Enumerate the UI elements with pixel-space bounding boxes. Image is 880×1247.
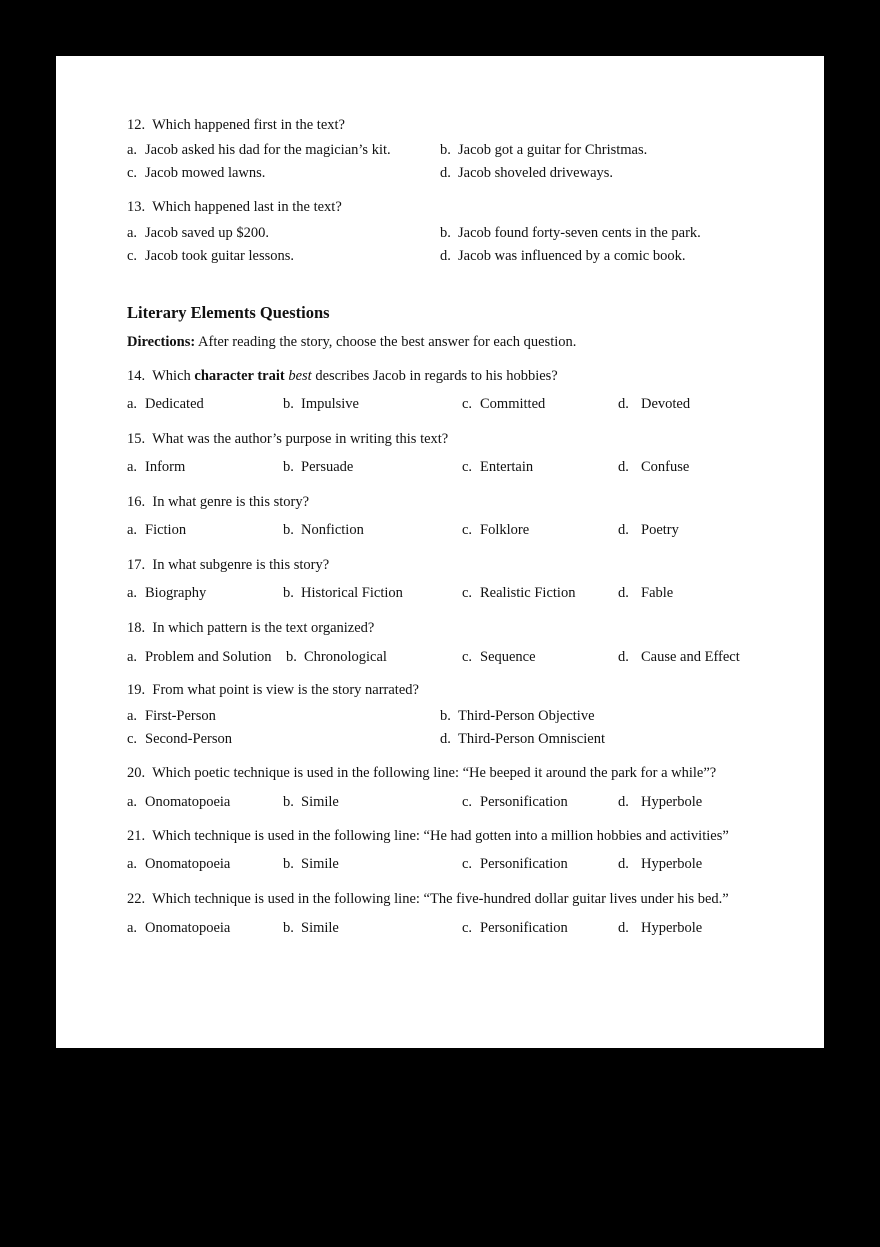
question-text: describes Jacob in regards to his hobbies? xyxy=(311,368,558,384)
option-d[interactable] xyxy=(618,648,740,666)
option-text: Nonfiction xyxy=(301,522,364,538)
question-prompt xyxy=(127,764,716,782)
question-prompt xyxy=(127,827,729,845)
option-letter: a. xyxy=(127,856,138,872)
option-a[interactable] xyxy=(127,395,204,413)
option-text: Problem and Solution xyxy=(145,649,272,665)
option-text: Hyperbole xyxy=(641,856,703,872)
question-number: 21. xyxy=(127,828,146,844)
directions-label: Directions: xyxy=(127,334,196,350)
question-text: What was the author’s purpose in writing this text? xyxy=(152,431,449,447)
option-letter: a. xyxy=(127,225,138,241)
question-text: In which pattern is the text organized? xyxy=(152,620,375,636)
option-letter: d. xyxy=(618,459,629,475)
option-text: Jacob got a guitar for Christmas. xyxy=(458,142,648,158)
option-letter: b. xyxy=(286,649,297,665)
option-d[interactable] xyxy=(618,919,702,937)
question-number: 13. xyxy=(127,199,146,215)
option-text: Fiction xyxy=(145,522,187,538)
option-letter: d. xyxy=(618,794,629,810)
option-letter: c. xyxy=(462,649,473,665)
question-prompt xyxy=(127,198,342,216)
option-letter: a. xyxy=(127,649,138,665)
option-b[interactable] xyxy=(440,224,701,242)
option-c[interactable] xyxy=(127,164,265,182)
option-d[interactable] xyxy=(440,730,605,748)
option-a[interactable] xyxy=(127,855,230,873)
option-text: Simile xyxy=(301,920,339,936)
option-b[interactable] xyxy=(440,141,647,159)
option-text: Hyperbole xyxy=(641,920,703,936)
question-prompt xyxy=(127,367,558,385)
option-b[interactable] xyxy=(440,707,595,725)
option-text: Third-Person Objective xyxy=(458,708,595,724)
option-letter: d. xyxy=(618,396,629,412)
option-letter: a. xyxy=(127,585,138,601)
question-text: Which happened last in the text? xyxy=(152,199,342,215)
option-letter: c. xyxy=(462,794,473,810)
option-c[interactable] xyxy=(462,919,568,937)
option-letter: d. xyxy=(440,248,451,264)
option-letter: b. xyxy=(283,920,294,936)
question-number: 18. xyxy=(127,620,146,636)
option-letter: a. xyxy=(127,708,138,724)
option-d[interactable] xyxy=(618,855,702,873)
option-c[interactable] xyxy=(462,648,536,666)
option-text: Simile xyxy=(301,856,339,872)
option-text: Sequence xyxy=(480,649,536,665)
option-a[interactable] xyxy=(127,224,269,242)
option-d[interactable] xyxy=(618,584,673,602)
option-b[interactable] xyxy=(283,458,353,476)
option-letter: d. xyxy=(440,731,451,747)
option-letter: b. xyxy=(283,585,294,601)
option-text: Jacob found forty-seven cents in the park. xyxy=(458,225,701,241)
option-letter: d. xyxy=(618,522,629,538)
option-letter: c. xyxy=(127,248,138,264)
option-text: Folklore xyxy=(480,522,530,538)
question-number: 20. xyxy=(127,765,146,781)
option-letter: c. xyxy=(462,522,473,538)
option-a[interactable] xyxy=(127,648,271,666)
option-d[interactable] xyxy=(618,395,690,413)
option-letter: c. xyxy=(462,396,473,412)
section-heading: Literary Elements Questions xyxy=(127,303,330,322)
option-letter: a. xyxy=(127,142,138,158)
option-text: Third-Person Omniscient xyxy=(458,731,605,747)
option-text: Fable xyxy=(641,585,674,601)
option-c[interactable] xyxy=(462,458,533,476)
option-text: Entertain xyxy=(480,459,534,475)
question-number: 14. xyxy=(127,368,146,384)
option-text: Simile xyxy=(301,794,339,810)
option-letter: c. xyxy=(462,920,473,936)
option-c[interactable] xyxy=(127,247,294,265)
option-text: Dedicated xyxy=(145,396,204,412)
question-prompt xyxy=(127,890,729,908)
option-c[interactable] xyxy=(462,395,545,413)
option-letter: d. xyxy=(440,165,451,181)
option-letter: a. xyxy=(127,396,138,412)
question-number: 16. xyxy=(127,494,146,510)
option-letter: d. xyxy=(618,856,629,872)
option-letter: b. xyxy=(283,794,294,810)
question-number: 17. xyxy=(127,557,146,573)
option-c[interactable] xyxy=(462,855,568,873)
option-b[interactable] xyxy=(283,793,339,811)
question-prompt xyxy=(127,493,309,511)
option-text: Committed xyxy=(480,396,546,412)
option-letter: b. xyxy=(283,459,294,475)
option-c[interactable] xyxy=(127,730,232,748)
option-a[interactable] xyxy=(127,919,230,937)
option-text: Inform xyxy=(145,459,186,475)
option-text: Jacob shoveled driveways. xyxy=(458,165,614,181)
option-a[interactable] xyxy=(127,793,230,811)
option-text: Jacob was influenced by a comic book. xyxy=(458,248,686,264)
option-d[interactable] xyxy=(618,793,702,811)
question-text: In what genre is this story? xyxy=(152,494,310,510)
option-a[interactable] xyxy=(127,707,216,725)
question-prompt xyxy=(127,681,419,699)
option-a[interactable] xyxy=(127,584,206,602)
question-text: Which poetic technique is used in the following line: “He beeped it around the park for a while”? xyxy=(152,765,717,781)
option-letter: d. xyxy=(618,920,629,936)
question-prompt xyxy=(127,556,329,574)
option-b[interactable] xyxy=(283,521,364,539)
option-text: Personification xyxy=(480,920,568,936)
option-c[interactable] xyxy=(462,584,575,602)
question-prompt xyxy=(127,619,374,637)
option-text: First-Person xyxy=(145,708,216,724)
option-text: Historical Fiction xyxy=(301,585,403,601)
option-letter: b. xyxy=(283,396,294,412)
option-b[interactable] xyxy=(283,855,339,873)
option-letter: a. xyxy=(127,522,138,538)
option-c[interactable] xyxy=(462,793,568,811)
question-text-italic: best xyxy=(288,368,312,384)
option-text: Hyperbole xyxy=(641,794,703,810)
question-prompt xyxy=(127,430,448,448)
option-d[interactable] xyxy=(618,521,679,539)
question-number: 19. xyxy=(127,682,146,698)
option-text: Personification xyxy=(480,794,568,810)
option-c[interactable] xyxy=(462,521,529,539)
option-letter: c. xyxy=(462,585,473,601)
worksheet-page xyxy=(56,56,824,1048)
question-number: 22. xyxy=(127,891,146,907)
option-text: Jacob saved up $200. xyxy=(145,225,270,241)
directions xyxy=(127,333,576,351)
question-prompt xyxy=(127,116,345,134)
option-letter: c. xyxy=(127,731,138,747)
option-letter: b. xyxy=(440,225,451,241)
option-text: Persuade xyxy=(301,459,354,475)
option-letter: b. xyxy=(440,708,451,724)
option-b[interactable] xyxy=(283,919,339,937)
option-letter: a. xyxy=(127,459,138,475)
option-text: Onomatopoeia xyxy=(145,920,231,936)
question-text: Which xyxy=(152,368,195,384)
option-text: Realistic Fiction xyxy=(480,585,576,601)
option-text: Biography xyxy=(145,585,207,601)
option-d[interactable] xyxy=(618,458,689,476)
option-text: Jacob mowed lawns. xyxy=(145,165,266,181)
option-b[interactable] xyxy=(286,648,387,666)
option-letter: c. xyxy=(462,459,473,475)
option-text: Onomatopoeia xyxy=(145,794,231,810)
question-number: 12. xyxy=(127,117,146,133)
option-text: Impulsive xyxy=(301,396,359,412)
option-text: Personification xyxy=(480,856,568,872)
question-text: Which technique is used in the following line: “The five-hundred dollar guitar lives under his bed.” xyxy=(152,891,729,907)
option-text: Jacob took guitar lessons. xyxy=(145,248,295,264)
question-text-bold: character trait xyxy=(194,368,285,384)
option-text: Second-Person xyxy=(145,731,232,747)
question-text: From what point is view is the story narrated? xyxy=(152,682,419,698)
option-text: Jacob asked his dad for the magician’s kit. xyxy=(145,142,391,158)
option-text: Chronological xyxy=(304,649,387,665)
option-letter: a. xyxy=(127,920,138,936)
option-letter: b. xyxy=(440,142,451,158)
option-text: Confuse xyxy=(641,459,690,475)
option-d[interactable] xyxy=(440,164,613,182)
option-b[interactable] xyxy=(283,395,359,413)
option-a[interactable] xyxy=(127,458,185,476)
option-b[interactable] xyxy=(283,584,403,602)
question-number: 15. xyxy=(127,431,146,447)
option-text: Poetry xyxy=(641,522,679,538)
option-a[interactable] xyxy=(127,521,186,539)
option-letter: d. xyxy=(618,585,629,601)
option-text: Devoted xyxy=(641,396,691,412)
option-letter: d. xyxy=(618,649,629,665)
option-letter: c. xyxy=(462,856,473,872)
question-text: Which technique is used in the following line: “He had gotten into a million hobbies and activities” xyxy=(152,828,729,844)
directions-text: After reading the story, choose the best answer for each question. xyxy=(195,334,577,350)
option-text: Onomatopoeia xyxy=(145,856,231,872)
option-letter: c. xyxy=(127,165,138,181)
question-text: In what subgenre is this story? xyxy=(152,557,330,573)
option-d[interactable] xyxy=(440,247,686,265)
option-a[interactable] xyxy=(127,141,391,159)
option-letter: a. xyxy=(127,794,138,810)
option-letter: b. xyxy=(283,522,294,538)
option-letter: b. xyxy=(283,856,294,872)
option-text: Cause and Effect xyxy=(641,649,740,665)
question-text: Which happened first in the text? xyxy=(152,117,345,133)
